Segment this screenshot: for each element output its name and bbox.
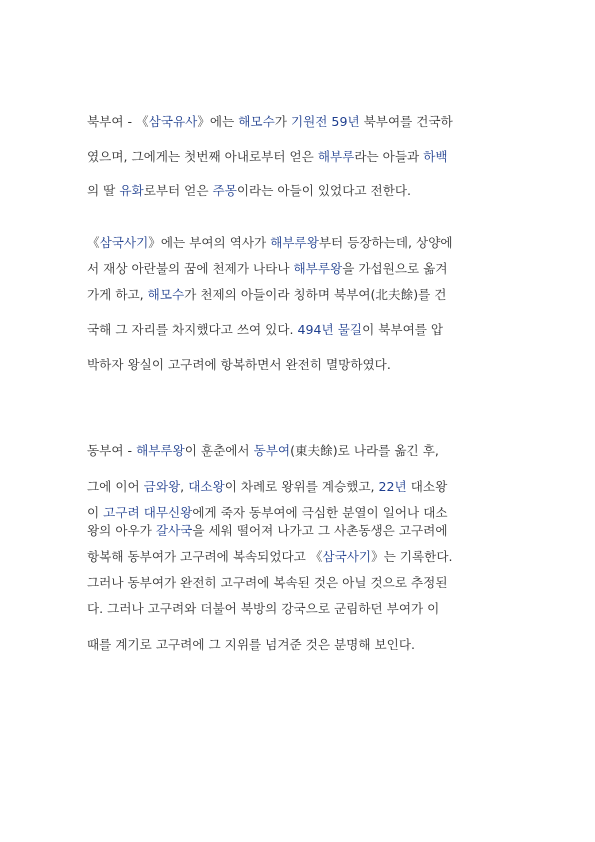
- highlighted-term: 대소왕: [188, 479, 225, 494]
- text-segment: 다. 그러나 고구려와 더불어 북방의 강국으로 군림하던 부여가 이: [87, 601, 440, 616]
- highlighted-term: 해모수: [147, 287, 185, 302]
- text-line: [87, 114, 512, 130]
- text-segment: 이 차례로 왕위를 계승했고,: [224, 479, 379, 494]
- highlighted-term: 삼국유사: [148, 114, 198, 129]
- highlighted-term: 삼국사기: [322, 549, 372, 564]
- highlighted-term: 기원전 59년: [290, 114, 360, 129]
- highlighted-term: 유화: [119, 183, 144, 198]
- highlighted-term: 494년: [297, 322, 334, 337]
- text-segment: 동부여 -: [87, 443, 137, 458]
- highlighted-term: 해부루왕: [293, 261, 343, 276]
- text-segment: 이: [87, 505, 104, 520]
- highlighted-term: 해모수: [238, 114, 275, 129]
- text-segment: 》에는 부여의 역사가: [148, 235, 271, 250]
- text-segment: 국해 그 자리를 차지했다고 쓰여 있다.: [87, 322, 298, 337]
- text-line: [87, 549, 512, 565]
- text-segment: 《: [87, 235, 100, 250]
- text-segment: 가 천제의 아들이라 칭하며 북부여(北夫餘)를 건: [184, 287, 447, 302]
- text-line: [87, 505, 512, 521]
- text-line: [87, 443, 512, 459]
- text-segment: 부터 등장하는데, 상양에: [318, 235, 453, 250]
- text-segment: 북부여 - 《: [87, 114, 149, 129]
- text-segment: 이 북부여를 압: [362, 322, 444, 337]
- text-segment: 왕의 아우가: [87, 523, 156, 538]
- highlighted-term: 하백: [423, 149, 448, 164]
- text-segment: 에게 죽자 동부여에 극심한 분열이 일어나 대소: [192, 505, 448, 520]
- highlighted-term: 물길: [337, 322, 363, 337]
- text-segment: 서 재상 아란불의 꿈에 천제가 나타나: [87, 261, 294, 276]
- text-line: [87, 575, 512, 591]
- text-line: [87, 183, 512, 199]
- text-segment: 》에는: [197, 114, 239, 129]
- text-segment: 》는 기록한다.: [371, 549, 453, 564]
- text-segment: 을 세워 떨어져 나가고 그 사촌동생은 고구려에: [192, 523, 448, 538]
- text-segment: 였으며, 그에게는 첫번째 아내로부터 얻은: [87, 149, 318, 164]
- text-segment: ,: [180, 479, 189, 494]
- text-line: [87, 637, 512, 653]
- text-segment: 그러나 동부여가 완전히 고구려에 복속된 것은 아닐 것으로 추정된: [87, 575, 448, 590]
- text-line: [87, 149, 512, 165]
- text-line: [87, 357, 512, 373]
- text-line: [87, 479, 512, 495]
- text-segment: 라는 아들과: [354, 149, 424, 164]
- text-segment: 이라는 아들이 있었다고 전한다.: [236, 183, 412, 198]
- text-line: [87, 287, 512, 303]
- text-segment: 때를 계기로 고구려에 그 지위를 넘겨준 것은 분명해 보인다.: [87, 637, 416, 652]
- highlighted-term: 해부루왕: [270, 235, 319, 250]
- highlighted-term: 해부루왕: [136, 443, 185, 458]
- highlighted-term: 고구려: [103, 505, 140, 520]
- highlighted-term: 동부여: [253, 443, 291, 458]
- highlighted-term: 22년: [378, 479, 407, 494]
- text-segment: 이 훈춘에서: [184, 443, 254, 458]
- highlighted-term: 해부루: [317, 149, 355, 164]
- text-segment: (東夫餘)로 나라를 옮긴 후,: [290, 443, 439, 458]
- text-line: [87, 235, 512, 251]
- text-line: [87, 523, 512, 539]
- text-segment: 의 딸: [87, 183, 120, 198]
- highlighted-term: 대무신왕: [143, 505, 193, 520]
- highlighted-term: 삼국사기: [99, 235, 149, 250]
- text-segment: 항복해 동부여가 고구려에 복속되었다고 《: [87, 549, 323, 564]
- text-segment: 가: [274, 114, 291, 129]
- highlighted-term: 갈사국: [155, 523, 193, 538]
- text-segment: 박하자 왕실이 고구려에 항복하면서 완전히 멸망하였다.: [87, 357, 391, 372]
- text-line: [87, 322, 512, 338]
- highlighted-term: 금와왕: [143, 479, 181, 494]
- text-segment: 가게 하고,: [87, 287, 148, 302]
- highlighted-term: 주몽: [212, 183, 237, 198]
- text-line: [87, 261, 512, 277]
- text-segment: 을 가섭원으로 옮겨: [342, 261, 448, 276]
- text-segment: 북부여를 건국하: [359, 114, 453, 129]
- text-segment: 로부터 얻은: [143, 183, 213, 198]
- text-segment: 그에 이어: [87, 479, 144, 494]
- text-line: [87, 601, 512, 617]
- text-segment: 대소왕: [406, 479, 448, 494]
